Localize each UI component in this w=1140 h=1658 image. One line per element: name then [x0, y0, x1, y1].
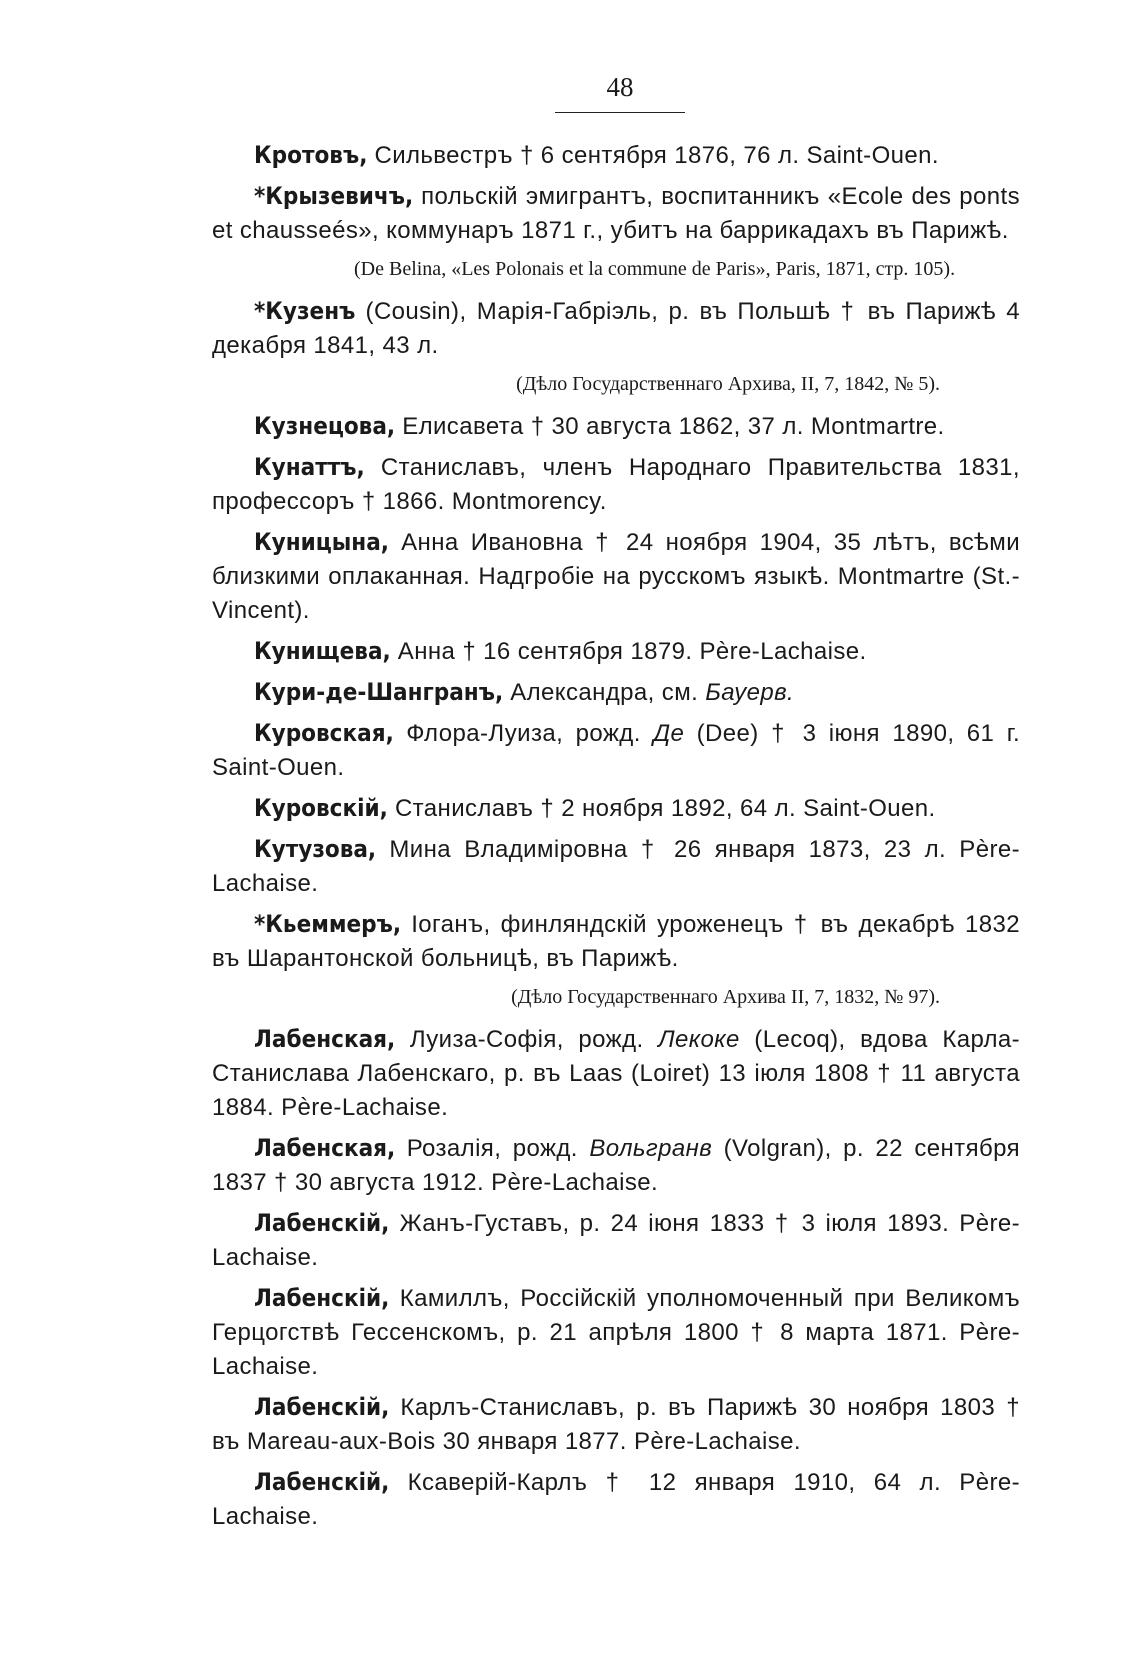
entry-kyemmer: *Кьеммеръ, Іоганъ, финляндскій уроженецъ † въ декабрѣ 1832 въ Шарантонской больницѣ, въ Парижѣ. [212, 910, 1020, 972]
entry-kunatt: Кунаттъ, Станиславъ, членъ Народнаго Правительства 1831, профессоръ † 1866. Montmorency. [212, 453, 1020, 515]
entry-kuznetsova: Кузнецова, Елисавета † 30 августа 1862, 37 л. Montmartre. [254, 412, 945, 440]
source-note: (Дѣло Государственнаго Архива, II, 7, 1842, № 5). [516, 373, 940, 395]
entries-list [212, 138, 1020, 1540]
entry-labenskaya-rozaliya: Лабенская, Розалія, рожд. Вольгранв (Volgran), р. 22 сентября 1837 † 30 августа 1912. Père-Lachaise. [212, 1134, 1020, 1196]
entry-kuri-de-shangran: Кури-де-Шангранъ, Александра, см. Бауерв. [254, 678, 795, 706]
entry-kunishcheva: Кунищева, Анна † 16 сентября 1879. Père-Lachaise. [254, 637, 867, 665]
entry-kuzen: *Кузенъ (Cousin), Марія-Габріэль, р. въ Польшѣ † въ Парижѣ 4 декабря 1841, 43 л. [212, 297, 1020, 359]
entry-kryzevich: *Крызевичъ, польскій эмигрантъ, воспитанникъ «Ecole des ponts et chausseés», коммунаръ 1871 г., убитъ на баррикадахъ въ Парижѣ. [212, 182, 1020, 244]
entry-kunitsyna: Куницына, Анна Ивановна † 24 ноября 1904, 35 лѣтъ, всѣми близкими оплаканная. Надгробіе на русскомъ языкѣ. Montmartre (St.-Vincent). [212, 528, 1020, 624]
entry-krotov: Кротовъ, Сильвестръ † 6 сентября 1876, 76 л. Saint-Ouen. [254, 141, 939, 169]
entry-kutuzova: Кутузова, Мина Владиміровна † 26 января 1873, 23 л. Père-Lachaise. [212, 835, 1020, 897]
source-note: (Дѣло Государственнаго Архива II, 7, 1832, № 97). [511, 986, 940, 1008]
entry-labenskiy-kamill: Лабенскій, Камиллъ, Россійскій уполномоченный при Великомъ Герцогствѣ Гессенскомъ, р. 21 апрѣля 1800 † 8 марта 1871. Père-Lachaise. [212, 1284, 1020, 1380]
entry-labenskiy-karl: Лабенскій, Карлъ-Станиславъ, р. въ Парижѣ 30 ноября 1803 † въ Mareau-aux-Bois 30 января 1877. Père-Lachaise. [212, 1393, 1020, 1455]
page-number: 48 [606, 72, 634, 102]
entry-kurovskiy: Куровскій, Станиславъ † 2 ноября 1892, 64 л. Saint-Ouen. [254, 794, 936, 822]
entry-labenskaya-luiza: Лабенская, Луиза-Софія, рожд. Лекоке (Lecoq), вдова Карла-Станислава Лабенскаго, р. въ Laas (Loiret) 13 іюля 1808 † 11 августа 1884. Père-Lachaise. [212, 1025, 1020, 1121]
entry-labenskiy-ksaveriy: Лабенскій, Ксаверій-Карлъ † 12 января 1910, 64 л. Père-Lachaise. [212, 1468, 1020, 1530]
entry-labenskiy-zhan: Лабенскій, Жанъ-Густавъ, р. 24 іюня 1833 † 3 іюля 1893. Père-Lachaise. [212, 1209, 1020, 1271]
source-note: (De Belina, «Les Polonais et la commune de Paris», Paris, 1871, стр. 105). [354, 258, 956, 280]
entry-kurovskaya: Куровская, Флора-Луиза, рожд. Де (Dee) † 3 іюня 1890, 61 г. Saint-Ouen. [212, 719, 1021, 781]
page-number-rule [555, 112, 685, 113]
